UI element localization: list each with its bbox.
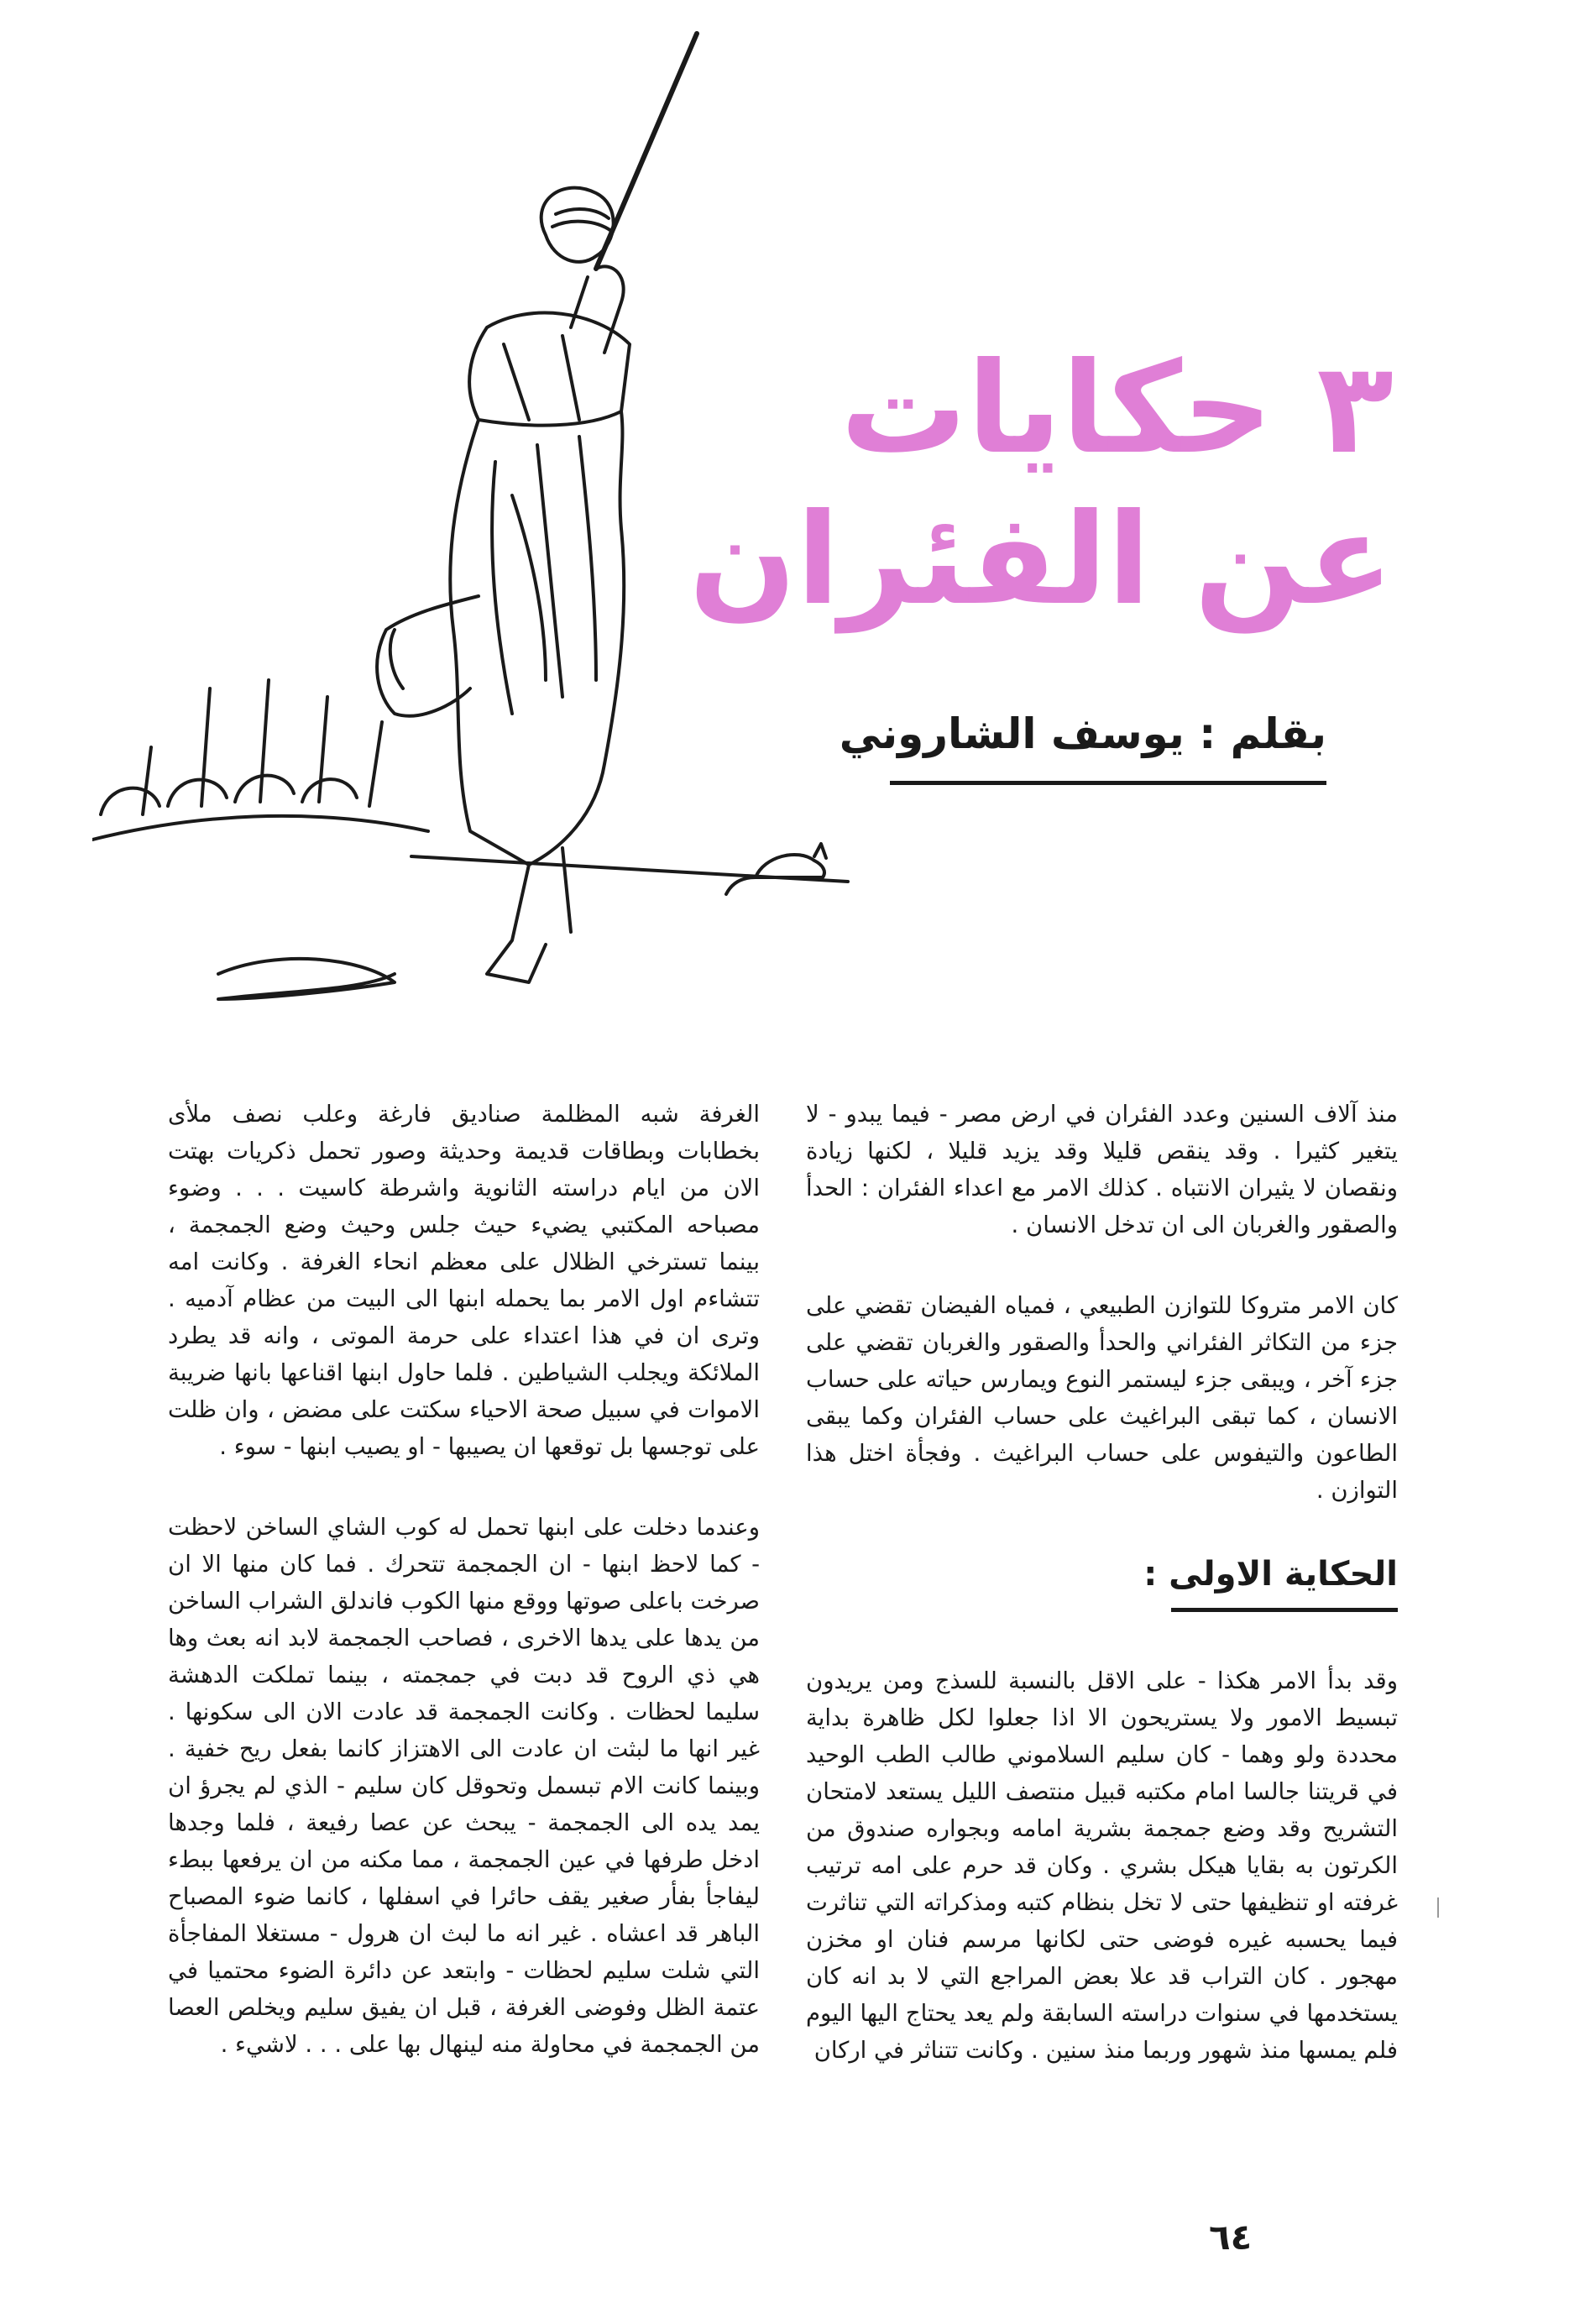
article-title-line2: عن الفئران	[688, 487, 1394, 633]
section-heading: الحكاية الاولى :	[1143, 1555, 1398, 1594]
page-number: ٦٤	[1209, 2217, 1253, 2258]
paragraph: وقد بدأ الامر هكذا - على الاقل بالنسبة للسذج ومن يريدون تبسيط الامور ولا يستريحون الا اذا جعلوا لكل ظاهرة بداية محددة ولو وهما - كان سليم السلاموني طالب الطب الوحيد في قريتنا جالسا امام مكتبه قبيل منتصف الليل يستعد لامتحان التشريح وقد وضع جمجمة بشرية امامه وبجواره صندوق من الكرتون به بقايا هيكل بشري . وكان قد حرم على امه ترتيب غرفته او تنظيفها حتى لا تخل بنظام كتبه ومذكراته التي تناثرت فيما يحسبه غيره فوضى حتى لكانها مرسم فنان او مخزن مهجور . كان التراب قد علا بعض المراجع التي لا بد انه كان يستخدمها في سنوات دراسته السابقة ولم يعد يحتاج اليها اليوم فلم يمسها منذ شهور وربما منذ سنين . وكانت تتناثر في اركان	[806, 1667, 1398, 2064]
mouse-drawing	[726, 844, 826, 894]
author-byline: بقلم : يوسف الشاروني	[839, 709, 1326, 758]
soldiers-drawing	[92, 680, 428, 840]
paragraph: وعندما دخلت على ابنها تحمل له كوب الشاي الساخن لاحظت - كما لاحظ ابنها - ان الجمجمة تتحرك . فما كان منها الا ان صرخت باعلى صوتها ووقع منها الكوب فاندلق الشراب الساخن من يدها على يدها الاخرى ، فصاحب الجمجمة لابد انه بعث وها هي ذي الروح قد دبت في جمجمته ، بينما تملكت الدهشة سليما لحظات . وكانت الجمجمة قد عادت الان الى سكونها . غير انها ما لبثت ان عادت الى الاهتزاز كانما بفعل ريح خفية . وبينما كانت الام تبسمل وتحوقل كان سليم - الذي لم يجرؤ ان يمد يده الى الجمجمة - يبحث عن عصا رفيعة ، فلما وجدها ادخل طرفها في عين الجمجمة ، مما مكنه من ان يرفعها ببطء ليفاجأ بفأر صغير يقف حائرا في اسفلها ، كانما ضوء المصباح الباهر قد اعشاه . غير انه ما لبث ان هرول - مستغلا المفاجأة التي شلت سليم لحظات - وابتعد عن دائرة الضوء محتميا في عتمة الظل وفوضى الغرفة ، قبل ان يفيق سليم ويخلص العصا من الجمجمة في محاولة منه لينهال بها على . . . لاشيء .	[168, 1514, 760, 2058]
paragraph: كان الامر متروكا للتوازن الطبيعي ، فمياه الفيضان تقضي على جزء من التكاثر الفئراني والحدأ والصقور والغربان تقضي على جزء آخر ، ويبقى جزء ليستمر النوع ويمارس حياته على حساب الانسان ، كما تبقى البراغيث على حساب الفئران وكما يبقى الطاعون والتيفوس على حساب البراغيث . وفجأة اختل هذا التوازن .	[806, 1292, 1398, 1504]
heading-underline	[1171, 1608, 1398, 1612]
text-column-left	[168, 1096, 760, 2063]
text-column-right	[806, 1096, 1398, 2069]
byline-underline	[890, 781, 1326, 785]
article-title-line1: ٣ حكايات	[840, 336, 1394, 482]
title-block	[688, 336, 1427, 688]
margin-mark	[1437, 1897, 1439, 1918]
paragraph: منذ آلاف السنين وعدد الفئران في ارض مصر - فيما يبدو - لا يتغير كثيرا . وقد ينقص قليلا وقد يزيد قليلا ، لكنها زيادة ونقصان لا يثيران الانتباه . كذلك الامر مع اعداء الفئران : الحدأ والصقور والغربان الى ان تدخل الانسان .	[806, 1101, 1398, 1238]
paragraph: الغرفة شبه المظلمة صناديق فارغة وعلب نصف ملأى بخطابات وبطاقات قديمة وحديثة وصور تحمل ذكريات بهتت الان من ايام دراسته الثانوية واشرطة كاسيت . . . وضوء مصباحه المكتبي يضيء حيث جلس وحيث وضع الجمجمة ، بينما تسترخي الظلال على معظم انحاء الغرفة . وكانت امه تتشاءم اول الامر بما يحمله ابنها الى البيت من عظام آدميه . وترى ان في هذا اعتداء على حرمة الموتى ، وانه قد يطرد الملائكة ويجلب الشياطين . فلما حاول ابنها اقناعها بانها ضريبة الاموات في سبيل صحة الاحياء سكتت على مضض ، وان ظلت على توجسها بل توقعها ان يصيبها - او يصيب ابنها - سوء .	[168, 1101, 760, 1460]
